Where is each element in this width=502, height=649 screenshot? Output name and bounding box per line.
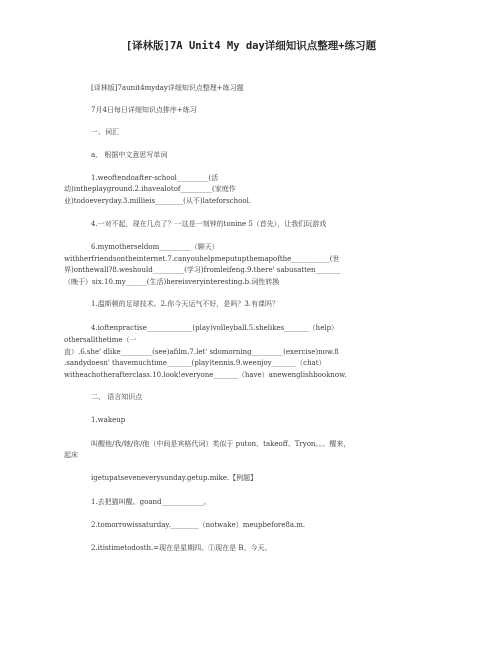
section-heading: 一、词汇	[91, 128, 119, 136]
text-line: 4.一对不起，现在几点了？一这是一刻钟的tonine 5（首先），让我们玩游戏	[91, 220, 327, 228]
text-line: （晚于）six.10.my______(生活)hereisveryinteresting.b.词性转换	[64, 278, 280, 286]
text-line: 6.mymotherseldom_________（聊天）	[91, 243, 219, 251]
text-line: 起床	[64, 451, 78, 459]
section-heading: 二、 语言知识点	[91, 393, 143, 401]
text-line: 4.ioftenpractise_____________(play)volleyball.5.shelikes_______（help）	[91, 324, 339, 332]
text-line: igetupatseveneverysunday.getup.mike.【例题】	[91, 474, 258, 482]
text-line: 1.温斯顿的足球技术。2.你今天运气不好，是吗？3.有课吗？	[91, 300, 280, 308]
text-line: [译林版]7aunit4myday详细知识点整理+练习题	[91, 84, 244, 92]
text-line: 1.weoftendoafter-school_________(活	[91, 174, 219, 182]
subsection-heading: a、 根据中文意思写单词	[91, 151, 168, 159]
text-line: 动)intheplayground.2.ihavealotof_________(家庭作	[64, 185, 236, 193]
text-line: 1.去把猫叫醒。goand____________。	[91, 498, 211, 506]
text-line: .sandydoesn' thavemuchtime_______(play)tennis.9.weenjoy_______（chat）	[64, 359, 326, 367]
document-title: [译林版]7A Unit4 My day详细知识点整理+练习题	[125, 40, 377, 52]
text-line: 界)onthewall?8.weshould_________(学习)fromleifeng.9.there' sabusatten_______	[64, 266, 341, 274]
text-line: othersallthetime（一	[64, 336, 137, 344]
text-line: witheachotherafterclass.10.look!everyone_______（have）anewenglishbooknow.	[64, 371, 347, 379]
text-line: 直）.6.she' dlike_________(see)afilm.7.let' sdomorning_________(exercise)now.8	[64, 348, 339, 356]
text-line: 叫醒他/我/她/你/他（中间是宾格代词）类似于 puton、takeoff、Tryon。。。醒来，	[91, 440, 351, 448]
text-line: 1.wakeup	[91, 416, 126, 424]
text-line: 2.tomorrowissaturday.________（notwake）meupbefore8a.m.	[91, 521, 306, 529]
text-line: 2.itistimetodosth.=现在是星期四。①现在是 B。今天。	[91, 544, 272, 552]
text-line: withherfriendsontheinternet.7.canyouhelpmeputupthemapofthe___________(世	[64, 255, 340, 263]
text-line: 7月4日每日详细知识点排序+练习	[91, 106, 197, 114]
text-line: 业)todoeveryday.3.millieis________(从不)lateforschool.	[64, 197, 252, 205]
